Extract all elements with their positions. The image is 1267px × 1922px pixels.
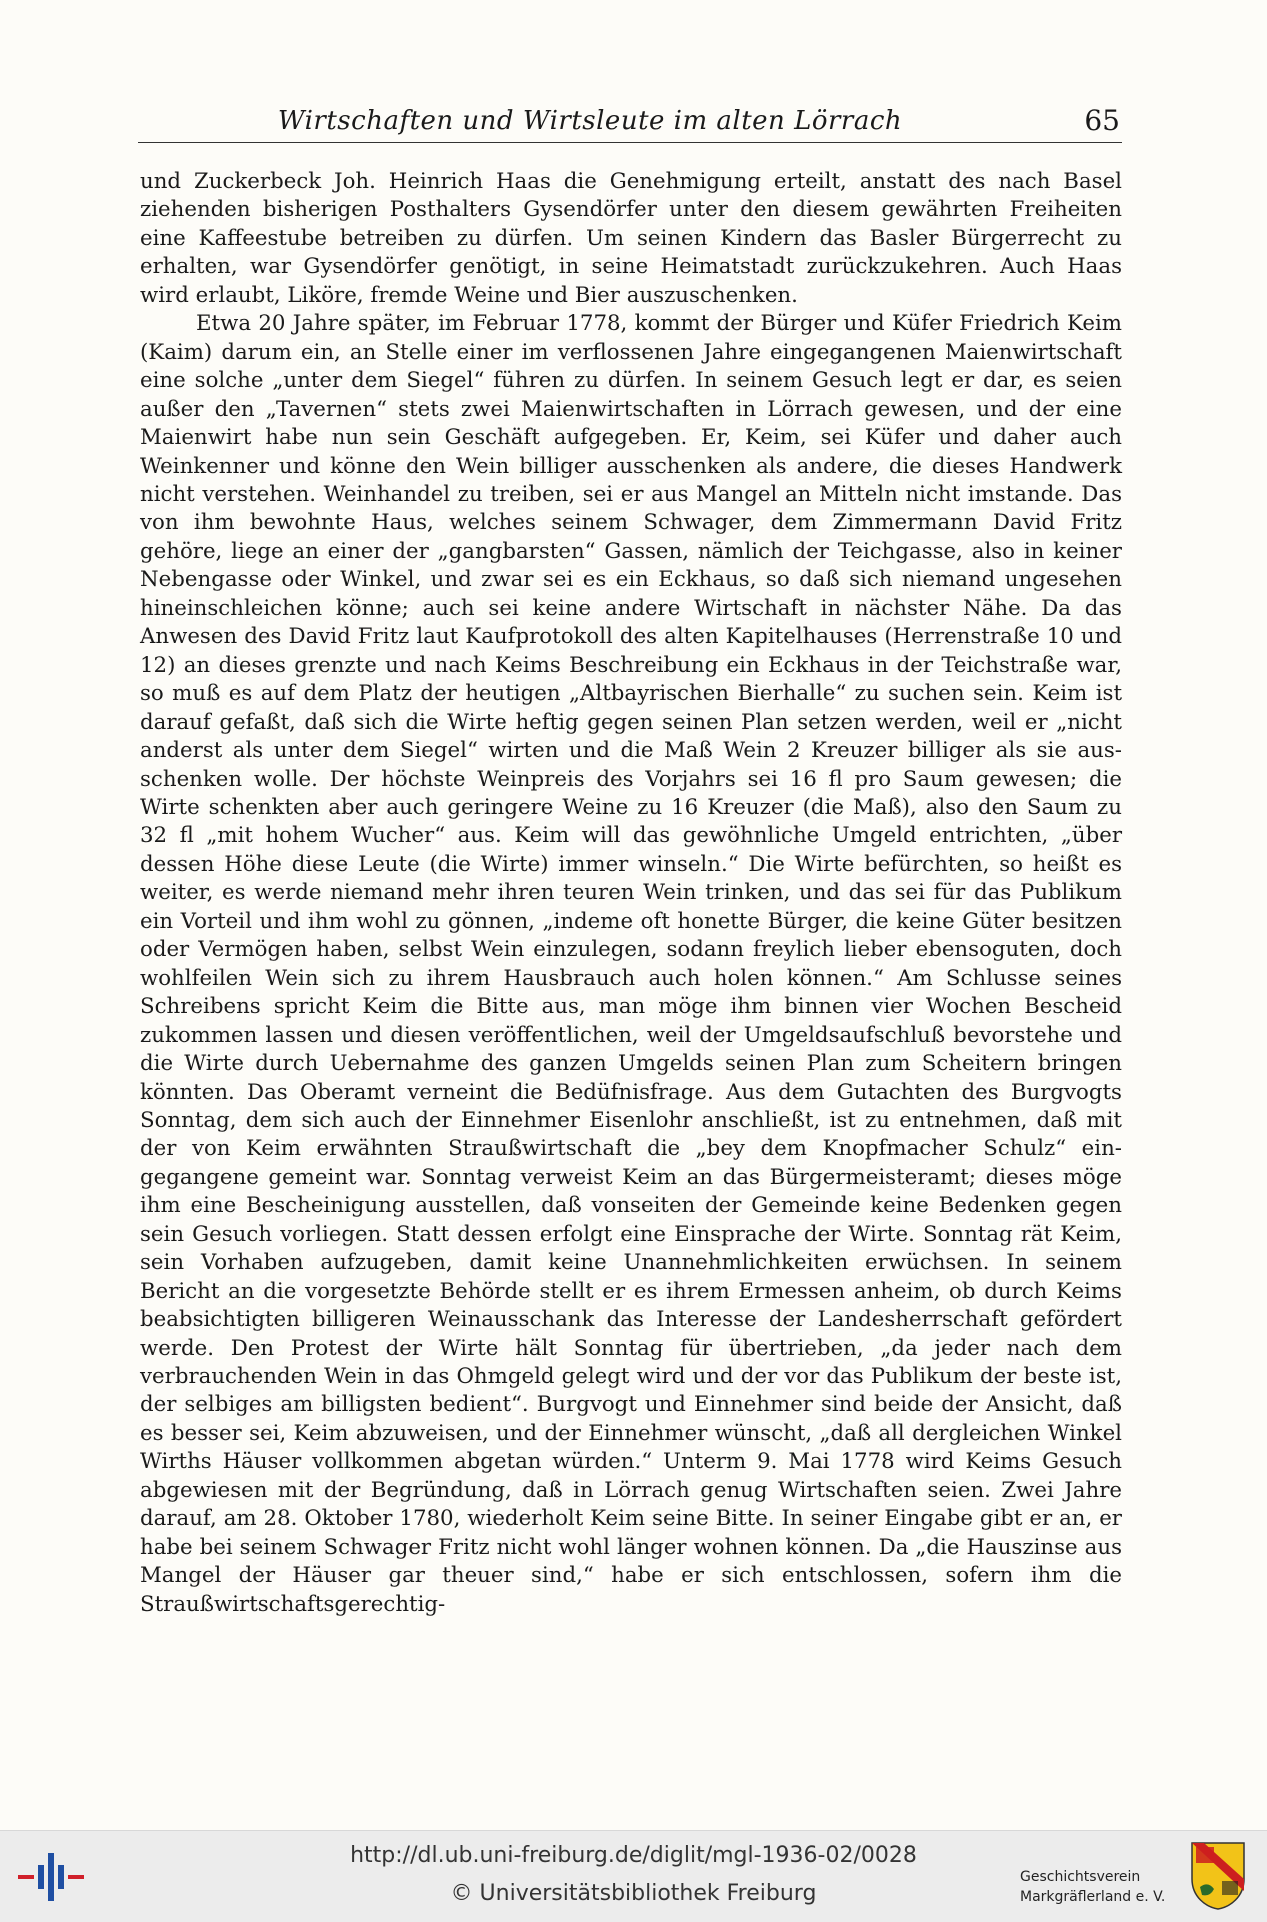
- document-url[interactable]: http://dl.ub.uni-freiburg.de/diglit/mgl-1936-02/0028: [350, 1843, 917, 1868]
- society-name-line: Markgräflerland e. V.: [1020, 1889, 1166, 1905]
- society-name-line: Geschichtsverein: [1020, 1869, 1141, 1885]
- paragraph-continued: und Zuckerbeck Joh. Heinrich Haas die Genehmigung erteilt, anstatt des nach Basel ziehenden bisherigen Posthalters Gysendörfer unter den diesem gewährten Freiheiten eine Kaffeestube betreiben zu dürfen. Um seinen Kindern das Basler Bürgerrecht zu erhalten, war Gysendörfer genötigt, in seine Heimatstadt zurückzukehren. Auch Haas wird erlaubt, Liköre, fremde Weine und Bier auszuschenken.: [140, 169, 1122, 308]
- viewer-footer: [0, 1830, 1267, 1922]
- running-head: [138, 102, 1122, 143]
- society-name: [1020, 1867, 1180, 1907]
- copyright-notice: © Universitätsbibliothek Freiburg: [450, 1881, 817, 1906]
- running-title: Wirtschaften und Wirtsleute im alten Lörrach: [277, 106, 903, 136]
- coat-of-arms-icon: [1190, 1841, 1246, 1911]
- page-number: 65: [1084, 104, 1120, 137]
- body-text: [140, 168, 1122, 1619]
- paragraph: Etwa 20 Jahre später, im Februar 1778, kommt der Bürger und Küfer Friedrich Keim (Kaim) darum ein, an Stelle einer im verflossenen Jahre eingegangenen Maienwirtschaft eine solche „unter dem Siegel“ führen zu dürfen. In seinem Gesuch legt er dar, es seien außer den „Tavernen“ stets zwei Maienwirtschaften in Lörrach gewesen, und der eine Maienwirt habe nun sein Geschäft aufgegeben. Er, Keim, sei Küfer und daher auch Weinkenner und könne den Wein billiger ausschenken als andere, die dieses Handwerk nicht verstehen. Weinhandel zu treiben, sei er aus Mangel an Mitteln nicht imstande. Das von ihm bewohnte Haus, welches seinem Schwager, dem Zimmermann David Fritz gehöre, liege an einer der „gangbarsten“ Gassen, nämlich der Teichgasse, also in keiner Nebengasse oder Winkel, und zwar sei es ein Eckhaus, so daß sich niemand ungesehen hineinschleichen könne; auch sei keine andere Wirtschaft in nächster Nähe. Da das Anwesen des David Fritz laut Kaufprotokoll des alten Kapitelhauses (Herrenstraße 10 und 12) an dieses grenzte und nach Keims Beschreibung ein Eckhaus in der Teichstraße war, so muß es auf dem Platz der heutigen „Altbayrischen Bierhalle“ zu suchen sein. Keim ist darauf gefaßt, daß sich die Wirte heftig gegen seinen Plan setzen werden, weil er „nicht anderst als unter dem Siegel“ wirten und die Maß Wein 2 Kreuzer billiger als sie ausschenken wolle. Der höchste Weinpreis des Vorjahrs sei 16 fl pro Saum gewesen; die Wirte schenkten aber auch geringere Weine zu 16 Kreuzer (die Maß), also den Saum zu 32 fl „mit hohem Wucher“ aus. Keim will das gewöhnliche Umgeld entrichten, „über dessen Höhe diese Leute (die Wirte) immer winseln.“ Die Wirte befürchten, so heißt es weiter, es werde niemand mehr ihren teuren Wein trinken, und das sei für das Publikum ein Vorteil und ihm wohl zu gönnen, „indeme oft honette Bürger, die keine Güter besitzen oder Vermögen haben, selbst Wein einzulegen, sodann freylich lieber ebensoguten, doch wohlfeilen Wein sich zu ihrem Hausbrauch auch holen können.“ Am Schlusse seines Schreibens spricht Keim die Bitte aus, man möge ihm binnen vier Wochen Bescheid zukommen lassen und diesen veröffentlichen, weil der Umgeldsaufschluß bevorstehe und die Wirte durch Uebernahme des ganzen Umgelds seinen Plan zum Scheitern bringen könnten. Das Oberamt verneint die Bedüfnisfrage. Aus dem Gutachten des Burgvogts Sonntag, dem sich auch der Einnehmer Eisenlohr anschließt, ist zu entnehmen, daß mit der von Keim erwähnten Straußwirtschaft die „bey dem Knopfmacher Schulz“ eingegangene gemeint war. Sonntag verweist Keim an das Bürgermeisteramt; dieses möge ihm eine Bescheinigung ausstellen, daß vonseiten der Gemeinde keine Bedenken gegen sein Gesuch vorliegen. Statt dessen erfolgt eine Einsprache der Wirte. Sonntag rät Keim, sein Vorhaben aufzugeben, damit keine Unannehmlichkeiten erwüchsen. In seinem Bericht an die vorgesetzte Behörde stellt er es ihrem Ermessen anheim, ob durch Keims beabsichtigten billigeren Weinausschank das Interesse der Landesherrschaft gefördert werde. Den Protest der Wirte hält Sonntag für übertrieben, „da jeder nach dem verbrauchenden Wein in das Ohmgeld gelegt wird und der vor das Publikum der beste ist, der selbiges am billigsten bedient“. Burgvogt und Einnehmer sind beide der Ansicht, daß es besser sei, Keim abzuweisen, und der Einnehmer wünscht, „daß all dergleichen Winkel Wirths Häuser vollkommen abgetan würden.“ Unterm 9. Mai 1778 wird Keims Gesuch abgewiesen mit der Begründung, daß in Lörrach genug Wirtschaften seien. Zwei Jahre darauf, am 28. Oktober 1780, wiederholt Keim seine Bitte. In seiner Eingabe gibt er an, er habe bei seinem Schwager Fritz nicht wohl länger wohnen können. Da „die Hauszinse aus Mangel der Häuser gar theuer sind,“ habe er sich entschlossen, sofern ihm die Straußwirtschaftsgerechtig-: [140, 311, 1122, 1617]
